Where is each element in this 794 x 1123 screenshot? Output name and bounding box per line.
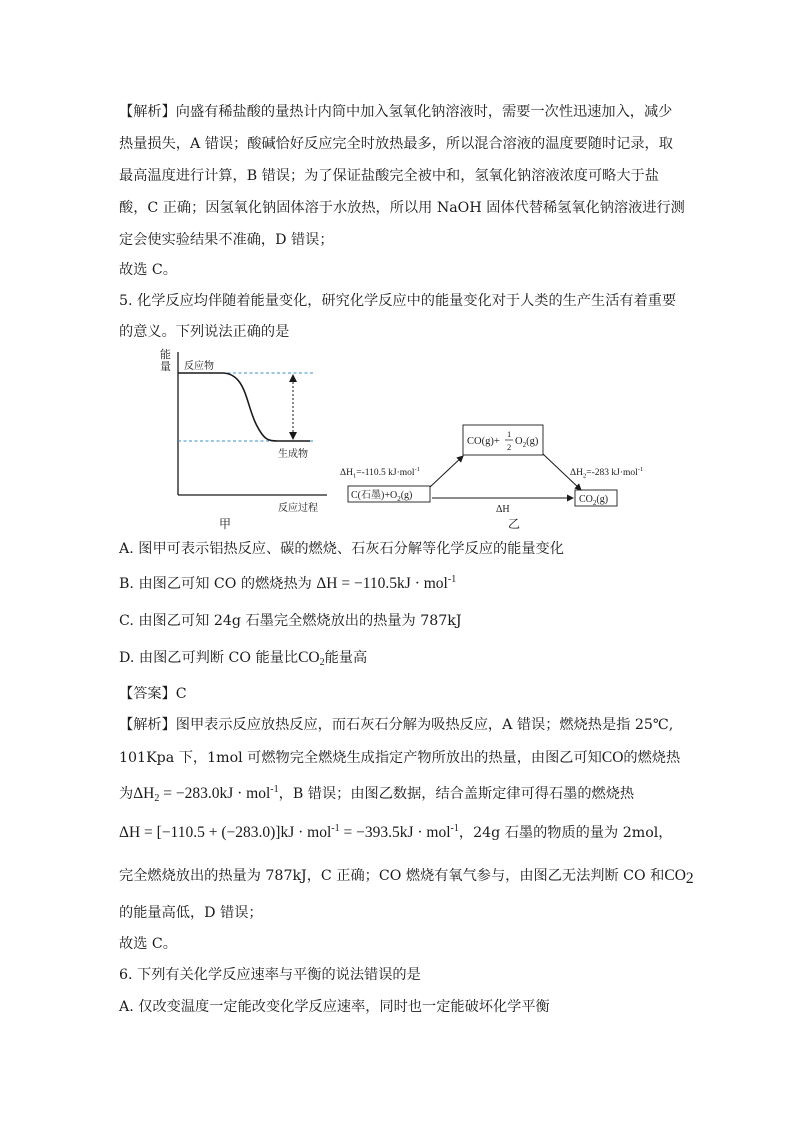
option-a: A. 仅改变温度一定能改变化学反应速率，同时也一定能破坏化学平衡: [119, 999, 550, 1015]
product-text: $CO_2(g)$: [579, 494, 609, 507]
explanation-line: 完全燃烧放出的热量为 787kJ，C 正确；CO 燃烧有氧气参与，由图乙无法判断 CO 和$CO_2$: [119, 867, 694, 887]
formula: $\Delta H_2 = -283.0kJ \cdot mol^{-1}$: [133, 784, 279, 804]
option-c: C. 由图乙可知 24g 石墨完全燃烧放出的热量为 787kJ: [119, 613, 462, 629]
explanation-line: 为$\Delta H_2 = -283.0kJ \cdot mol^{-1}$，B 错误；由图乙数据，结合盖斯定律可得石墨的燃烧热: [119, 784, 635, 804]
conclusion-line: 故选 C。: [119, 262, 177, 278]
energy-diagram-jia: [150, 344, 330, 534]
explanation-line: ΔH = [−110.5 + (−283.0)]kJ · mol$^{-1}$ = −393.5kJ · mol$^{-1}$，24g 石墨的物质的量为 2mol，: [119, 823, 673, 841]
fraction-num: 1: [507, 429, 512, 439]
dh1-label: $\Delta H_1=-110.5$ kJ·mol$^{-1}$: [340, 466, 420, 480]
y-axis-label: 量: [160, 361, 171, 373]
explanation-line: 101Kpa 下，1mol 可燃物完全燃烧生成指定产物所放出的热量，由图乙可知CO的燃烧热: [119, 749, 681, 766]
reactants-label: 反应物: [184, 361, 214, 372]
explanation-line: 酸，C 正确；因氢氧化钠固体溶于水放热，所以用 NaOH 固体代替稀氢氧化钠溶液进行测: [119, 200, 685, 216]
intermediate-co: CO(g)+: [467, 436, 500, 447]
energy-curve: [178, 373, 310, 441]
products-label: 生成物: [278, 449, 308, 460]
conclusion-line: 故选 C。: [119, 936, 177, 952]
question-stem-line: 6. 下列有关化学反应速率与平衡的说法错误的是: [119, 967, 421, 983]
explanation-line: 定会使实验结果不准确，D 错误；: [119, 232, 334, 248]
option-b: [119, 574, 456, 594]
formula: ΔH = [−110.5 + (−283.0)]kJ · mol$^{-1}$ = −393.5kJ · mol$^{-1}$: [119, 823, 459, 841]
answer-line: 【答案】C: [119, 686, 187, 702]
explanation-line: 最高温度进行计算，B 错误；为了保证盐酸完全被中和，氢氧化钠溶液浓度可略大于盐: [119, 168, 659, 184]
option-b-text: B. 由图乙可知 CO 的燃烧热为: [119, 576, 312, 592]
option-d-formula: $CO_2$: [298, 649, 325, 668]
arrow-head-up: [289, 374, 297, 382]
question-stem-line: 5. 化学反应均伴随着能量变化，研究化学反应中的能量变化对于人类的生产生活有着重要: [119, 293, 677, 309]
option-d-text: D. 由图乙可判断 CO 能量比: [119, 650, 299, 666]
dh2-label: $\Delta H_2=-283$ kJ·mol$^{-1}$: [570, 466, 644, 480]
x-axis-label: 反应过程: [278, 503, 318, 514]
figure-caption-yi: 乙: [508, 517, 521, 531]
explanation-line: 【解析】图甲表示反应放热反应，而石灰石分解为吸热反应，A 错误；燃烧热是指 25℃,: [119, 717, 674, 733]
intermediate-o2: $O_2(g)$: [515, 436, 539, 449]
fraction-den: 2: [507, 442, 512, 452]
question-stem-line: 的意义。下列说法正确的是: [119, 324, 290, 340]
figure-caption-jia: 甲: [219, 517, 232, 531]
arrow-head-down: [289, 432, 297, 440]
hess-cycle-diagram-yi: [336, 420, 676, 535]
explanation-line: 【解析】向盛有稀盐酸的量热计内筒中加入氢氧化钠溶液时，需要一次性迅速加入，减少: [119, 104, 673, 120]
option-a: A. 图甲可表示铝热反应、碳的燃烧、石灰石分解等化学反应的能量变化: [119, 541, 564, 557]
explanation-line: 的能量高低，D 错误；: [119, 905, 263, 921]
y-axis-label: 能: [160, 349, 171, 361]
arrow-step1: [430, 456, 463, 487]
option-d-text-end: 能量高: [324, 650, 368, 666]
option-d: [119, 648, 367, 668]
dh-label: ΔH: [496, 504, 510, 515]
reactant-text: C(石墨)$+O_2(g)$: [351, 490, 413, 503]
explanation-line: 热量损失，A 错误；酸碱恰好反应完全时放热最多，所以混合溶液的温度要随时记录，取: [119, 136, 673, 152]
option-b-formula: ΔH = −110.5kJ · mol$^{-1}$: [316, 574, 457, 592]
